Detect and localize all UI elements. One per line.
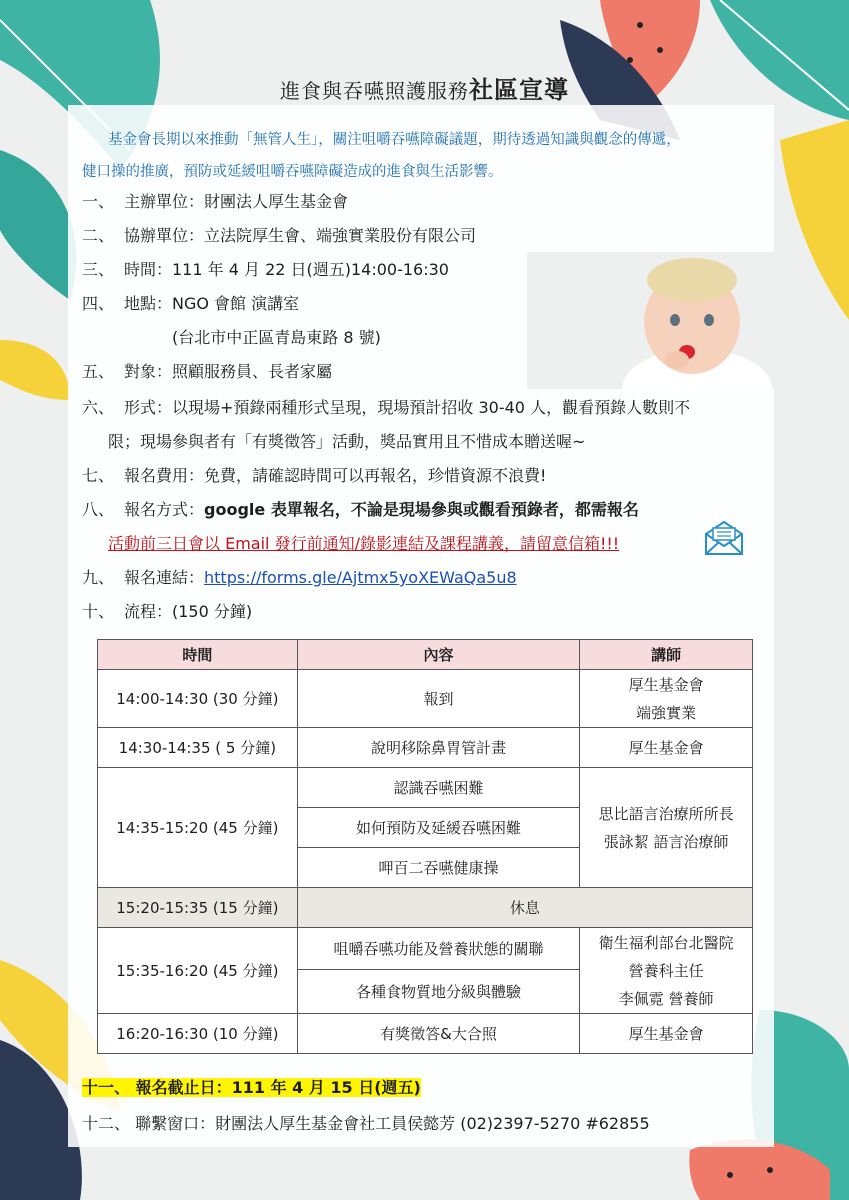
item-text: 地點：NGO 會館 演講室 <box>124 294 300 313</box>
item-number: 九、 <box>82 568 115 587</box>
row-speaker <box>580 670 753 728</box>
speaker-line: 衛生福利部台北醫院 <box>598 933 734 952</box>
speaker-line: 李佩霓 營養師 <box>618 989 714 1008</box>
row-speaker: 厚生基金會 <box>580 1014 753 1054</box>
registration-link[interactable]: https://forms.gle/Ajtmx5yoXEWaQa5u8 <box>204 568 517 587</box>
row-content: 如何預防及延緩吞嚥困難 <box>297 808 580 848</box>
deadline-text: 報名截止日：111 年 4 月 15 日(週五) <box>135 1078 421 1097</box>
organizer-item <box>82 190 348 214</box>
table-header-row <box>98 640 753 670</box>
leaf-decoration <box>0 150 76 300</box>
item-number: 十、 <box>82 602 115 621</box>
item-text: 流程：(150 分鐘) <box>124 602 253 621</box>
mail-icon <box>702 520 746 556</box>
row-content: 有獎徵答&大合照 <box>297 1014 580 1054</box>
leaf-decoration <box>780 120 849 320</box>
item-text: 聯繫窗口：財團法人厚生基金會社工員侯懿芳 (02)2397-5270 #62855 <box>135 1114 650 1133</box>
table-row <box>98 768 753 808</box>
intro-line-1: 基金會長期以來推動「無管人生」，關注咀嚼吞嚥障礙議題，期待透過知識與觀念的傳遞， <box>108 132 681 148</box>
item-label: 報名連結： <box>124 568 205 587</box>
row-content: 休息 <box>297 888 752 928</box>
item-label: 報名方式： <box>124 500 205 519</box>
header-speaker: 講師 <box>580 640 753 670</box>
row-content: 報到 <box>297 670 580 728</box>
email-notice: 活動前三日會以 Email 發行前通知/錄影連結及課程講義，請留意信箱!!! <box>108 534 620 553</box>
item-number: 二、 <box>82 226 115 245</box>
title-emphasis: 社區宣導 <box>469 76 569 104</box>
row-time: 14:35-15:20 (45 分鐘) <box>98 768 298 888</box>
item-number: 十一、 <box>82 1078 131 1097</box>
row-speaker: 厚生基金會 <box>580 728 753 768</box>
table-row <box>98 1014 753 1054</box>
item-text: 形式：以現場+預錄兩種形式呈現，現場預計招收 30-40 人，觀看預錄人數則不 <box>124 398 691 417</box>
item-number: 五、 <box>82 362 115 381</box>
baby-photo <box>527 252 774 389</box>
item-number: 三、 <box>82 260 115 279</box>
row-content: 說明移除鼻胃管計畫 <box>297 728 580 768</box>
table-row <box>98 728 753 768</box>
speaker-line: 營養科主任 <box>628 961 704 980</box>
leaf-decoration <box>0 340 70 400</box>
intro-line-2: 健口操的推廣，預防或延緩咀嚼吞嚥障礙造成的進食與生活影響。 <box>82 164 503 180</box>
row-content: 咀嚼吞嚥功能及營養狀態的關聯 <box>297 928 580 970</box>
place-item <box>82 292 299 316</box>
process-item <box>82 600 252 624</box>
method-item <box>82 498 639 522</box>
row-speaker <box>580 768 753 888</box>
item-text: 對象：照顧服務員、長者家屬 <box>124 362 333 381</box>
header-content: 內容 <box>297 640 580 670</box>
format-item <box>82 396 690 420</box>
item-number: 十二、 <box>82 1114 131 1133</box>
title-prefix: 進食與吞嚥照護服務 <box>280 79 469 103</box>
speaker-line: 厚生基金會 <box>628 675 704 694</box>
link-item <box>82 566 517 590</box>
row-time: 15:35-16:20 (45 分鐘) <box>98 928 298 1014</box>
row-content: 認識吞嚥困難 <box>297 768 580 808</box>
row-time: 15:20-15:35 (15 分鐘) <box>98 888 298 928</box>
item-number: 八、 <box>82 500 115 519</box>
table-row <box>98 928 753 970</box>
row-time: 14:00-14:30 (30 分鐘) <box>98 670 298 728</box>
header-time: 時間 <box>98 640 298 670</box>
item-text: 主辦單位：財團法人厚生基金會 <box>124 192 349 211</box>
speaker-line: 思比語言治療所所長 <box>598 804 734 823</box>
row-time: 16:20-16:30 (10 分鐘) <box>98 1014 298 1054</box>
co-organizer-item <box>82 224 476 248</box>
row-time: 14:30-14:35 ( 5 分鐘) <box>98 728 298 768</box>
time-item <box>82 258 449 282</box>
item-number: 一、 <box>82 192 115 211</box>
item-text: 協辦單位：立法院厚生會、端強實業股份有限公司 <box>124 226 477 245</box>
audience-item <box>82 360 332 384</box>
item-text: 報名費用：免費，請確認時間可以再報名，珍惜資源不浪費! <box>124 466 547 485</box>
deadline-item <box>82 1076 421 1100</box>
place-address: (台北市中正區青島東路 8 號) <box>172 328 381 347</box>
row-speaker <box>580 928 753 1014</box>
item-text: 時間：111 年 4 月 22 日(週五)14:00-16:30 <box>124 260 449 279</box>
item-number: 四、 <box>82 294 115 313</box>
row-content: 各種食物質地分級與體驗 <box>297 970 580 1014</box>
item-number: 七、 <box>82 466 115 485</box>
speaker-line: 端強實業 <box>636 703 697 722</box>
item-bold-text: google 表單報名，不論是現場參與或觀看預錄者，都需報名 <box>204 500 639 519</box>
table-row <box>98 670 753 728</box>
format-line-2: 限；現場參與者有「有獎徵答」活動，獎品實用且不惜成本贈送喔~ <box>108 432 586 451</box>
speaker-line: 張詠絜 語言治療師 <box>603 832 729 851</box>
intro-paragraph <box>82 124 772 188</box>
fee-item <box>82 464 546 488</box>
item-number: 六、 <box>82 398 115 417</box>
schedule-table <box>97 639 753 1054</box>
contact-item <box>82 1112 650 1136</box>
row-content: 呷百二吞嚥健康操 <box>297 848 580 888</box>
page-title <box>0 70 849 105</box>
table-row-break <box>98 888 753 928</box>
